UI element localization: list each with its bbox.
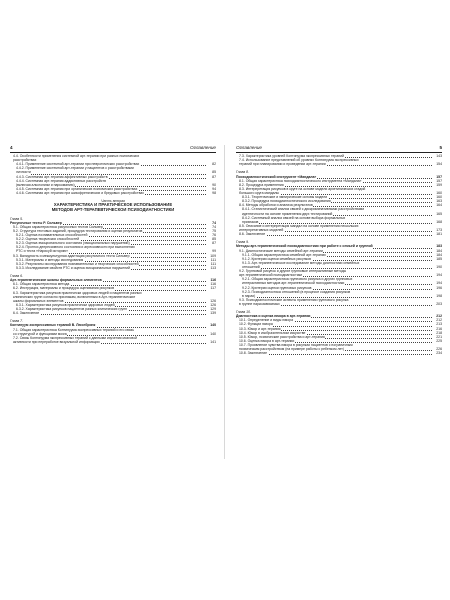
toc-entry-page: 181 (436, 232, 442, 237)
toc-entry-title: клинических групп согласно признакам, включенным в Арт-терапевтические (13, 294, 136, 299)
toc-entry-title: 4.4. Особенности применения системной арт-терапии при разных психических (13, 154, 140, 158)
toc-entry-title: в парах) (242, 293, 256, 298)
toc-entry-page: 87 (212, 241, 216, 246)
toc-entry-page: 165 (436, 211, 442, 216)
toc-entry-title: 8.6. Заключение (239, 232, 266, 237)
left-toc-list (10, 153, 216, 344)
toc-entry-page: 221 (436, 334, 442, 339)
toc-entry-title: 5.3. Валидность и межкультурная адаптация рисуночного теста Сильвер (13, 253, 130, 258)
toc-entry-title: 9.1.1. Общая характеристика семейной арт-терапии (242, 252, 326, 257)
toc-entry-page: 212 (436, 318, 442, 323)
toc-entry-title: Глава 7. (10, 319, 24, 324)
toc-entry-page: 168 (436, 219, 442, 224)
toc-entry-title: Арт-терапевтические шкалы формальных элементов (10, 278, 102, 283)
toc-entry-page: 75 (212, 228, 216, 233)
toc-entry-title: терапий при планировании и проведении арт-терапии (239, 162, 326, 167)
toc-entry-title: 9.3. Психодиагностические аспекты применения группового рисунка (239, 297, 349, 302)
toc-entry-title: расстройствах (13, 158, 37, 163)
toc-entry-title: отношений (242, 264, 260, 269)
toc-entry-title: 9.2. Групповой рисунок и другие групповые интерактивные методы (239, 269, 347, 274)
toc-entry-title: 8.4. Методы обработки и анализа результатов (239, 203, 313, 208)
toc-entry-title: большого круга мандалы (239, 190, 280, 195)
toc-line (10, 340, 216, 344)
toc-entry-title: 10.1. Определение и виды юмора (239, 318, 293, 323)
toc-entry-page: 111 (210, 261, 216, 266)
right-page (236, 145, 442, 459)
toc-entry-title: Психодиагностический инструмент «Мандала» (236, 174, 317, 179)
toc-entry-title: со структурой и функциями мозга (13, 331, 67, 336)
toc-entry-title: 8.3.2. Процедура психодиагностического исследования (242, 199, 331, 204)
toc-entry-title: 10.7. Проявление чувства юмора в рисунках пациентов с пограничным (239, 343, 353, 348)
toc-entry-title: идентичности на основе применения двух тестирований (242, 211, 333, 216)
toc-entry-title: 6.3. Характеристика рисунков практически здоровых людей и пациентов разных (13, 290, 142, 295)
toc-entry-page: 74 (212, 220, 216, 225)
toc-entry-title: 7.4. Использование представлений об уровнях Континуума экспрессивных (239, 158, 359, 163)
toc-entry-title: 6.3.2. Характеристика рисунков пациентов разных клинических групп (16, 307, 127, 312)
toc-entry-page: 141 (210, 339, 216, 344)
toc-entry-page: 196 (436, 285, 442, 290)
toc-entry-title: 8.3.1. Теоретические и эмпирические основы модели (242, 195, 328, 200)
toc-entry-title: 6.1. Общая характеристика метода (13, 282, 70, 287)
toc-entry-title: (включая алкоголизм и наркоманию) (16, 182, 75, 187)
right-page-number: 5 (439, 145, 442, 150)
toc-entry-page: 143 (436, 154, 442, 158)
toc-entry-page: 160 (436, 190, 442, 195)
toc-entry-page: 163 (436, 199, 442, 204)
toc-entry-page: 234 (436, 351, 442, 356)
toc-entry-page: 185 (436, 256, 442, 261)
toc-entry-title: МЕТОДОВ АРТ-ТЕРАПЕВТИЧЕСКОЙ ПСИХОДИАГНОСТИКИ (10, 208, 216, 213)
toc-entry-title: личности (16, 170, 31, 175)
toc-entry-title: 5.2.1. Оценка познавательных способностей (16, 233, 88, 238)
toc-entry-page: 157 (436, 178, 442, 183)
left-page-number: 4 (10, 145, 13, 150)
toc-line (236, 351, 442, 355)
toc-entry-page: 116 (210, 278, 216, 283)
right-running-title: Оглавление (236, 145, 262, 150)
toc-entry-page: 139 (210, 311, 216, 316)
toc-entry-title: в группе наркозависимых (239, 301, 280, 306)
toc-entry-page: 154 (436, 162, 442, 167)
toc-entry-title: 10.8. Заключение (239, 351, 268, 356)
toc-entry-title: интерактивных методов арт-терапевтической психодиагностики (242, 281, 345, 286)
toc-entry-page: 203 (436, 301, 442, 306)
toc-entry-title: 7.2. Связь Континуума экспрессивных терапий с данными изучения мозговой (13, 335, 137, 340)
toc-entry-title: 8.4.1. Статистический анализ связей с дискриминативными расстройствами (242, 207, 365, 212)
toc-entry-title: 5.2.3. Оценка эмоционального состояния (эмоциональных нарушений) (16, 241, 130, 246)
left-page (10, 145, 216, 459)
toc-entry-title: 10.2. Функции юмора (239, 322, 273, 327)
toc-entry-page: 113 (210, 265, 216, 270)
toc-entry-title: Континуум экспрессивных терапий В. Люсебринк (10, 323, 96, 328)
toc-entry-title: Часть вторая (10, 199, 216, 203)
toc-entry-title: 5.3.1. Материалы и методы исследования (16, 257, 84, 262)
toc-entry-title: Глава 9. (236, 240, 250, 245)
toc-entry-title: 6.2. Инструкция, материалы и процедура оценивания рисунков (13, 286, 115, 291)
toc-entry-title: активности при переработке визуальной информации (13, 339, 100, 344)
toc-entry-page: 74 (212, 224, 216, 229)
toc-entry-page: 90 (212, 182, 216, 187)
toc-entry-title: 4.4.3. Системная арт-терапия аффективных расстройств (16, 174, 108, 179)
toc-entry-title: шкалы формальных элементов (13, 298, 64, 303)
toc-entry-title: ХАРАКТЕРИСТИКА И ПРАКТИЧЕСКОЕ ИСПОЛЬЗОВАНИЕ (10, 203, 216, 208)
toc-entry-page: 157 (436, 174, 442, 179)
toc-entry-page: 140 (210, 323, 216, 328)
toc-entry-title: 10.5. Юмор, психические расстройства и арт-терапия (239, 334, 325, 339)
toc-entry-page: 225 (436, 338, 442, 343)
toc-entry-title: Глава 10. (236, 310, 251, 315)
toc-entry-title: 4.4.2. Применение системной арт-терапии у пациентов с расстройствами (16, 166, 134, 171)
left-running-title: Оглавление (190, 145, 216, 150)
toc-entry-page: 164 (436, 203, 442, 208)
toc-entry-page: 184 (436, 252, 442, 257)
toc-entry-page: 218 (436, 330, 442, 335)
toc-entry-title: 6.4. Заключение (13, 311, 40, 316)
toc-entry-page: 109 (210, 253, 216, 258)
toc-entry-title: РТС и теста «Нарисуй историю» (16, 249, 68, 254)
toc-entry-title: 7.3. Характеристика уровней Континуума экспрессивных терапий (239, 154, 344, 158)
toc-entry-title: 5.3.2. Результаты исследования познавательных и творческих способностей (16, 261, 139, 266)
toc-entry-title: 8.4.2. Системный анализ связей на основе выбора формальных (242, 215, 346, 220)
toc-entry-title: 9.1. Диагностические методы семейной арт-терапии (239, 248, 323, 253)
toc-entry-page: 126 (210, 302, 216, 307)
toc-entry-page: 213 (436, 322, 442, 327)
page-gutter (224, 145, 225, 459)
toc-entry-title: 6.3.1. Характеристика рисунков практически здоровых людей (16, 302, 115, 307)
toc-entry-title: 9.2.2. Критерии оценки групповых рисунков (242, 285, 312, 290)
toc-entry-title: Глава 5. (10, 216, 24, 221)
toc-entry-title: признаков (242, 219, 259, 224)
toc-entry-title: 8.3. Интерпретация рисунков в круге на основе модели архетипических стадий (239, 186, 366, 191)
toc-entry-title: Методы арт-терапевтической психодиагностики при работе с семьей и группой (236, 244, 373, 249)
toc-entry-page: 76 (212, 233, 216, 238)
toc-entry-title: 9.1.2. Критерии оценки семейных рисунков (242, 256, 311, 261)
toc-entry-page: 216 (436, 326, 442, 331)
toc-entry-title: 9.2.3. Психодиагностика отношений (в процессе создания рисунков (242, 289, 351, 294)
toc-entry-title: Диагностика и оценка юмора в арт-терапии (236, 314, 311, 319)
toc-entry-page: 85 (212, 170, 216, 175)
toc-entry-title: 8.1. Общая характеристика психодиагностического инструмента «Мандала» (239, 178, 362, 183)
toc-entry-title: 10.3. Юмор и арт-терапия (239, 326, 281, 331)
toc-entry-title: 7.1. Общая характеристика Континуума экспрессивных терапий и его связь (13, 327, 135, 332)
toc-entry-page: 198 (436, 293, 442, 298)
toc-entry-page: 173 (436, 227, 442, 232)
toc-entry-page: 85 (212, 237, 216, 242)
toc-entry-title: 5.2.2. Оценка творческих способностей (16, 237, 80, 242)
toc-entry-title: 10.4. Юмор в изобразительном искусстве (239, 330, 306, 335)
toc-entry-title: Глава 8. (236, 170, 250, 175)
toc-entry-page: 87 (212, 174, 216, 179)
toc-entry-title: 9.1.3. Арт-терапевтическое исследование методы диагностики семейных (242, 260, 360, 265)
toc-entry-page: 194 (436, 281, 442, 286)
toc-entry-title: 4.4.1. Применение системной арт-терапии при невротических расстройствах (16, 162, 140, 167)
right-running-head (236, 145, 442, 153)
toc-entry-page: 212 (436, 314, 442, 319)
toc-entry-page: 183 (436, 244, 442, 249)
toc-entry-page: 94 (212, 186, 216, 191)
toc-entry-title: 5.3.3. Исследование свойств РТС и оценка эмоциональных нарушений (16, 265, 130, 270)
toc-entry-title: 4.4.5. Системная арт-терапия при органических психических расстройствах (16, 186, 138, 191)
toc-entry-page: 99 (212, 249, 216, 254)
toc-entry-title: арт-терапевтической психодиагностики (239, 273, 303, 278)
toc-entry-title: 4.4.4. Системная арт-терапия аддиктивных расстройств (16, 178, 106, 183)
toc-entry-title: 9.2.1. Общая характеристика группового рисунка и других групповых (242, 277, 353, 282)
toc-entry-page: 82 (212, 162, 216, 167)
toc-entry-title: 10.6. Оценка юмора в арт-терапии (239, 338, 295, 343)
toc-entry-page: 140 (210, 331, 216, 336)
toc-entry-page: 116 (210, 282, 216, 287)
toc-entry-page: 226 (436, 347, 442, 352)
toc-entry-title: 8.5. Описание и интерпретация мандал на основе применения нескольких (239, 223, 359, 228)
toc-entry-title: 5.1. Общая характеристика рисуночных тестов Сильвер (13, 224, 103, 229)
toc-entry-page: 160 (436, 195, 442, 200)
left-running-head (10, 145, 216, 153)
toc-entry-title: 4.4.6. Системная арт-терапия при шизофренических и бредовых расстройствах (16, 190, 144, 195)
toc-entry-page: 111 (210, 257, 216, 262)
toc-entry-title: 5.2.4. Прогноз депрессивного состояния и агрессивности при выполнении (16, 245, 135, 250)
toc-entry-title: 5.2. Структура тестовых заданий, процедура тестирования и оценки результатов (13, 228, 143, 233)
toc-line (10, 208, 216, 213)
toc-entry-page: 184 (436, 248, 442, 253)
toc-entry-page: 194 (436, 273, 442, 278)
toc-entry-title: психическим расстройством (на примере работы с ребенком лет) (239, 347, 344, 352)
toc-entry-page: 98 (212, 190, 216, 195)
toc-entry-title: 8.2. Процедура применения (239, 182, 284, 187)
toc-entry-page: 190 (436, 264, 442, 269)
toc-entry-page: 129 (210, 307, 216, 312)
toc-entry-page: 117 (210, 286, 216, 291)
toc-entry-title: Рисуночные тесты Р. Сильвер (10, 220, 62, 225)
toc-entry-page: 159 (436, 182, 442, 187)
toc-entry-title: Глава 6. (10, 274, 24, 279)
right-toc-list (236, 153, 442, 355)
toc-entry-title: интерпретативных моделей (239, 227, 284, 232)
toc-entry-page: 126 (210, 298, 216, 303)
